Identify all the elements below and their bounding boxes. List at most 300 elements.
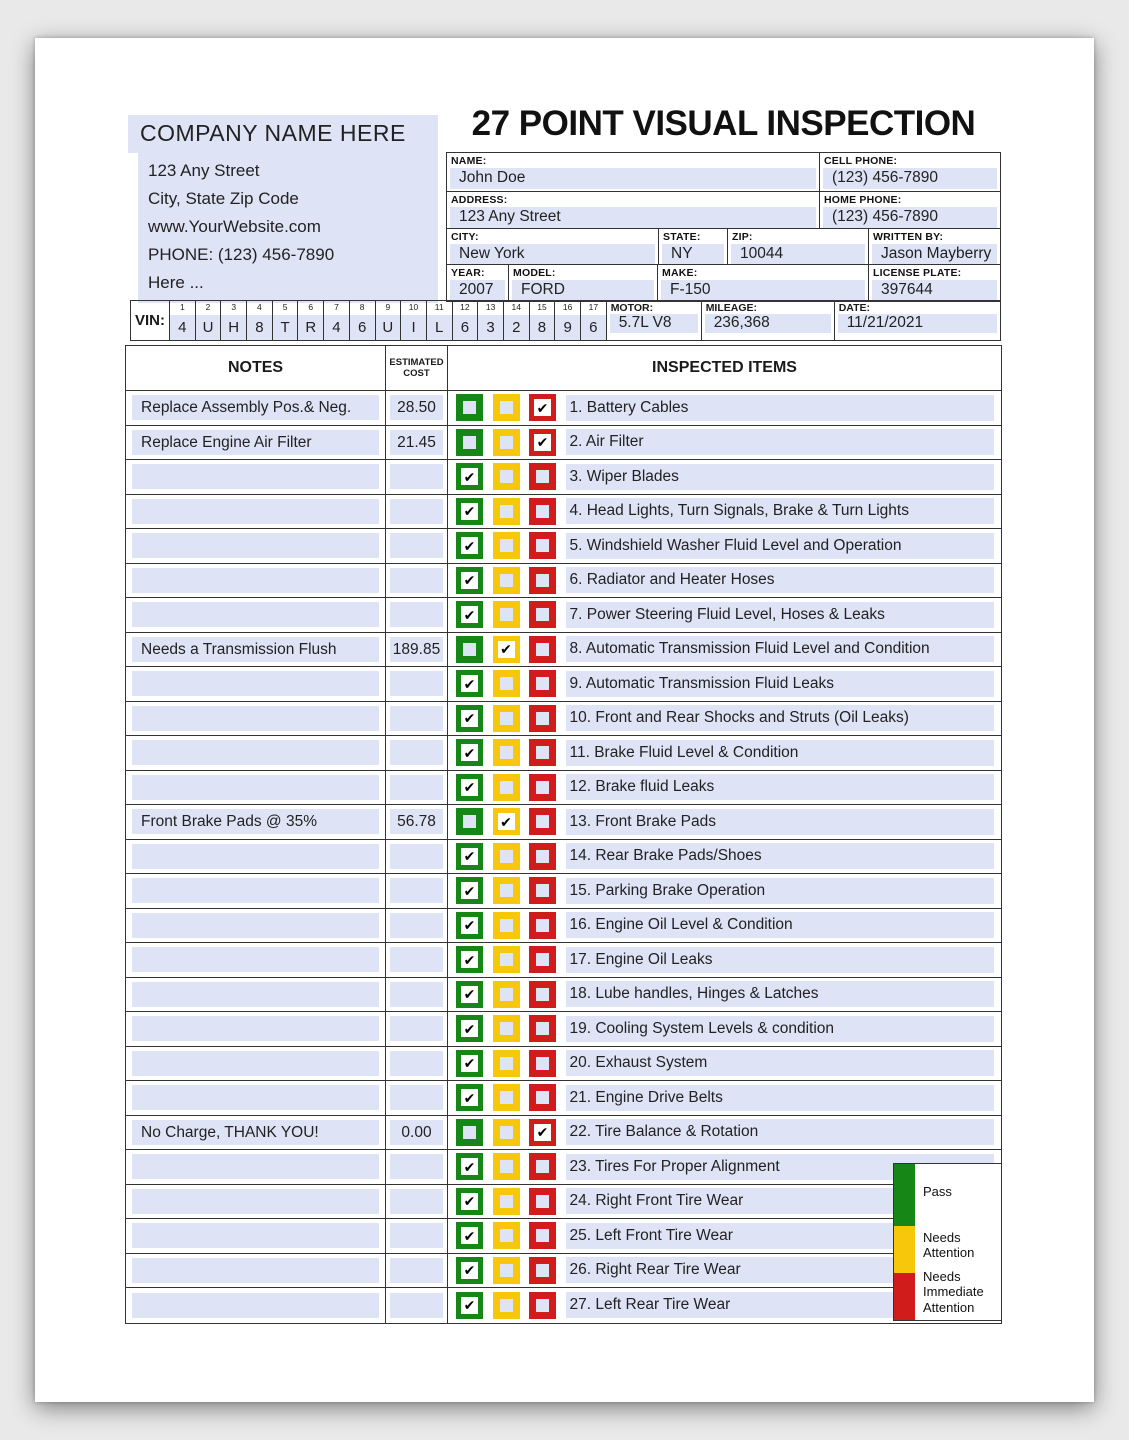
address-field[interactable]: 123 Any Street — [450, 207, 816, 228]
note-field[interactable] — [132, 1085, 379, 1110]
status-checkbox-pass[interactable] — [456, 1050, 483, 1077]
note-field[interactable]: No Charge, THANK YOU! — [132, 1120, 379, 1145]
vin-char: U — [376, 315, 401, 340]
status-checkbox-pass[interactable] — [456, 877, 483, 904]
status-checkbox-immediate[interactable] — [529, 1084, 556, 1111]
note-cell — [126, 1012, 386, 1046]
checkbox-inner — [500, 850, 513, 863]
cost-cell — [386, 736, 448, 770]
cost-cell — [386, 1254, 448, 1288]
checkbox-inner — [500, 1091, 513, 1104]
table-row — [126, 1150, 1001, 1185]
cost-field[interactable] — [390, 464, 443, 489]
vin-position-number: 6 — [308, 302, 314, 312]
status-checkbox-attention[interactable] — [493, 946, 520, 973]
vin-char-box[interactable] — [349, 301, 375, 340]
status-checkbox-attention[interactable] — [493, 739, 520, 766]
status-checkbox-pass[interactable] — [456, 463, 483, 490]
note-field[interactable] — [132, 1016, 379, 1041]
status-checkbox-immediate[interactable] — [529, 774, 556, 801]
vin-char-box[interactable] — [580, 301, 606, 340]
status-checkbox-pass[interactable] — [456, 1119, 483, 1146]
cost-cell — [386, 1150, 448, 1184]
checkbox-inner — [500, 401, 513, 414]
status-checkbox-attention[interactable] — [493, 1292, 520, 1319]
note-field[interactable] — [132, 602, 379, 627]
vin-char: 4 — [170, 315, 195, 340]
vin-position-number: 5 — [282, 302, 288, 312]
checkbox-inner — [461, 503, 478, 520]
table-row — [126, 1185, 1001, 1220]
cell-phone-field[interactable]: (123) 456-7890 — [823, 168, 997, 189]
status-checkbox-immediate[interactable] — [529, 463, 556, 490]
status-checkbox-immediate[interactable] — [529, 1257, 556, 1284]
vin-position-number: 10 — [408, 302, 419, 312]
note-field[interactable] — [132, 671, 379, 696]
vin-char-box[interactable] — [220, 301, 246, 340]
vin-char-box[interactable] — [246, 301, 272, 340]
state-label: STATE: — [663, 231, 701, 243]
status-checkbox-immediate[interactable] — [529, 670, 556, 697]
cost-field[interactable] — [390, 1258, 443, 1283]
status-checkbox-pass[interactable] — [456, 1015, 483, 1042]
note-field[interactable]: Replace Engine Air Filter — [132, 430, 379, 455]
table-row — [126, 909, 1001, 944]
note-cell — [126, 1185, 386, 1219]
item-label: 5. Windshield Washer Fluid Level and Operation — [566, 533, 995, 559]
cost-cell — [386, 1012, 448, 1046]
cost-field[interactable]: 56.78 — [390, 809, 443, 834]
item-label: 7. Power Steering Fluid Level, Hoses & Leaks — [566, 602, 995, 628]
vin-char: L — [427, 315, 452, 340]
status-checkbox-attention[interactable] — [493, 1153, 520, 1180]
note-cell — [126, 460, 386, 494]
year-field[interactable]: 2007 — [450, 280, 505, 301]
checkbox-inner — [500, 1299, 513, 1312]
vin-char: 6 — [453, 315, 478, 340]
status-checkbox-attention[interactable] — [493, 394, 520, 421]
city-cell — [446, 228, 659, 265]
status-checkbox-immediate[interactable] — [529, 877, 556, 904]
status-checkbox-pass[interactable] — [456, 705, 483, 732]
status-checkbox-pass[interactable] — [456, 429, 483, 456]
vin-position-number: 15 — [537, 302, 547, 312]
status-checkbox-pass[interactable] — [456, 1084, 483, 1111]
cost-field[interactable] — [390, 740, 443, 765]
item-cell — [448, 1012, 1001, 1046]
status-checkbox-pass[interactable] — [456, 567, 483, 594]
status-checkbox-pass[interactable] — [456, 532, 483, 559]
checkbox-inner — [461, 1262, 478, 1279]
note-cell — [126, 702, 386, 736]
checkbox-inner — [536, 1091, 549, 1104]
vin-char-box[interactable] — [554, 301, 580, 340]
checkbox-inner — [536, 884, 549, 897]
zip-field[interactable]: 10044 — [731, 244, 865, 265]
cost-field[interactable] — [390, 878, 443, 903]
checkbox-inner — [536, 1057, 549, 1070]
item-label: 11. Brake Fluid Level & Condition — [566, 740, 995, 766]
status-checkbox-attention[interactable] — [493, 1119, 520, 1146]
status-checkbox-pass[interactable] — [456, 1222, 483, 1249]
note-field[interactable] — [132, 499, 379, 524]
written-by-field[interactable]: Jason Mayberry — [872, 244, 997, 265]
note-field[interactable] — [132, 982, 379, 1007]
note-cell — [126, 978, 386, 1012]
status-checkbox-attention[interactable] — [493, 1188, 520, 1215]
checkbox-inner — [461, 572, 478, 589]
note-cell — [126, 667, 386, 701]
vin-char-box[interactable] — [169, 301, 195, 340]
note-cell — [126, 909, 386, 943]
status-checkbox-immediate[interactable] — [529, 1188, 556, 1215]
item-cell — [448, 1047, 1001, 1081]
cost-field[interactable]: 0.00 — [390, 1120, 443, 1145]
table-row — [126, 1116, 1001, 1151]
checkbox-inner — [461, 1158, 478, 1175]
mileage-label: MILEAGE: — [705, 302, 758, 314]
status-checkbox-pass[interactable] — [456, 843, 483, 870]
checkbox-inner — [498, 641, 515, 658]
cost-field[interactable] — [390, 1016, 443, 1041]
vin-char-box[interactable] — [195, 301, 221, 340]
checkbox-inner — [500, 953, 513, 966]
status-checkbox-attention[interactable] — [493, 912, 520, 939]
status-checkbox-attention[interactable] — [493, 567, 520, 594]
status-checkbox-attention[interactable] — [493, 808, 520, 835]
checkbox-inner — [536, 539, 549, 552]
make-cell — [657, 264, 869, 302]
company-city[interactable]: City, State Zip Code — [148, 189, 299, 208]
page-title: 27 POINT VISUAL INSPECTION — [471, 104, 976, 143]
note-field[interactable] — [132, 464, 379, 489]
table-row — [126, 1047, 1001, 1082]
company-phone[interactable]: PHONE: (123) 456-7890 — [148, 245, 335, 264]
item-label: 10. Front and Rear Shocks and Struts (Oil Leaks) — [566, 705, 995, 731]
note-field[interactable] — [132, 947, 379, 972]
note-field[interactable] — [132, 1154, 379, 1179]
status-checkbox-pass[interactable] — [456, 981, 483, 1008]
status-checkbox-pass[interactable] — [456, 394, 483, 421]
cost-cell — [386, 840, 448, 874]
table-row — [126, 978, 1001, 1013]
note-field[interactable] — [132, 1189, 379, 1214]
vin-position-number: 2 — [205, 302, 211, 312]
checkbox-inner — [536, 850, 549, 863]
status-checkbox-pass[interactable] — [456, 1257, 483, 1284]
home-phone-cell — [819, 191, 1001, 229]
cost-field[interactable] — [390, 499, 443, 524]
cost-field[interactable] — [390, 947, 443, 972]
vin-char-box[interactable] — [272, 301, 298, 340]
note-field[interactable] — [132, 706, 379, 731]
status-checkbox-immediate[interactable] — [529, 705, 556, 732]
status-checkbox-attention[interactable] — [493, 1084, 520, 1111]
status-checkbox-attention[interactable] — [493, 601, 520, 628]
vin-char-box[interactable] — [400, 301, 426, 340]
note-field[interactable] — [132, 775, 379, 800]
checkbox-inner — [536, 746, 549, 759]
status-checkbox-immediate[interactable] — [529, 601, 556, 628]
status-checkbox-immediate[interactable] — [529, 1292, 556, 1319]
item-label: 17. Engine Oil Leaks — [566, 947, 995, 973]
checkbox-inner — [463, 815, 476, 828]
status-checkbox-attention[interactable] — [493, 1050, 520, 1077]
checkbox-inner — [536, 919, 549, 932]
status-checkbox-immediate[interactable] — [529, 946, 556, 973]
make-field[interactable]: F-150 — [661, 280, 865, 301]
company-website[interactable]: www.YourWebsite.com — [148, 217, 321, 236]
vin-char-box[interactable] — [323, 301, 349, 340]
note-field[interactable] — [132, 844, 379, 869]
status-checkbox-attention[interactable] — [493, 636, 520, 663]
item-cell — [448, 874, 1001, 908]
cost-field[interactable] — [390, 1223, 443, 1248]
motor-field[interactable]: 5.7L V8 — [610, 314, 698, 333]
cost-cell — [386, 564, 448, 598]
item-cell — [448, 771, 1001, 805]
checkbox-inner — [534, 434, 551, 451]
company-extra[interactable]: Here ... — [148, 273, 204, 292]
checkbox-inner — [461, 1089, 478, 1106]
status-checkbox-attention[interactable] — [493, 981, 520, 1008]
note-field[interactable] — [132, 568, 379, 593]
cost-field[interactable] — [390, 533, 443, 558]
inspection-rows — [126, 391, 1001, 1323]
note-field[interactable] — [132, 1051, 379, 1076]
vin-char: U — [196, 315, 221, 340]
checkbox-inner — [500, 677, 513, 690]
cost-field[interactable] — [390, 1051, 443, 1076]
item-cell — [448, 702, 1001, 736]
status-checkbox-immediate[interactable] — [529, 1119, 556, 1146]
checkbox-inner — [461, 951, 478, 968]
cost-field[interactable]: 21.45 — [390, 430, 443, 455]
status-checkbox-attention[interactable] — [493, 1015, 520, 1042]
year-cell — [446, 264, 509, 302]
item-label: 1. Battery Cables — [566, 395, 995, 421]
status-checkbox-pass[interactable] — [456, 808, 483, 835]
vin-char-box[interactable] — [529, 301, 555, 340]
status-checkbox-immediate[interactable] — [529, 808, 556, 835]
checkbox-inner — [461, 710, 478, 727]
vin-position-number: 13 — [485, 302, 496, 312]
item-label: 2. Air Filter — [566, 429, 995, 455]
vin-char: 6 — [350, 315, 375, 340]
note-field[interactable] — [132, 1258, 379, 1283]
item-cell — [448, 943, 1001, 977]
status-checkbox-immediate[interactable] — [529, 1222, 556, 1249]
note-cell — [126, 771, 386, 805]
status-checkbox-pass[interactable] — [456, 636, 483, 663]
status-checkbox-attention[interactable] — [493, 1222, 520, 1249]
cost-field[interactable] — [390, 775, 443, 800]
status-checkbox-attention[interactable] — [493, 670, 520, 697]
table-row — [126, 702, 1001, 737]
cost-field[interactable]: 189.85 — [390, 637, 443, 662]
vin-char-box[interactable] — [452, 301, 478, 340]
vin-char-box[interactable] — [426, 301, 452, 340]
cost-field[interactable] — [390, 982, 443, 1007]
vin-char-box[interactable] — [297, 301, 323, 340]
item-cell — [448, 529, 1001, 563]
status-checkbox-pass[interactable] — [456, 1153, 483, 1180]
status-checkbox-immediate[interactable] — [529, 1050, 556, 1077]
cost-field[interactable] — [390, 568, 443, 593]
status-checkbox-immediate[interactable] — [529, 1153, 556, 1180]
table-row — [126, 1288, 1001, 1323]
note-field[interactable] — [132, 1223, 379, 1248]
vin-char-box[interactable] — [375, 301, 401, 340]
checkbox-inner — [536, 953, 549, 966]
status-checkbox-immediate[interactable] — [529, 429, 556, 456]
company-street[interactable]: 123 Any Street — [148, 161, 260, 180]
checkbox-inner — [536, 1229, 549, 1242]
note-field[interactable] — [132, 533, 379, 558]
status-checkbox-attention[interactable] — [493, 705, 520, 732]
item-cell — [448, 909, 1001, 943]
status-checkbox-immediate[interactable] — [529, 636, 556, 663]
mileage-field[interactable]: 236,368 — [705, 314, 831, 333]
table-row — [126, 736, 1001, 771]
status-checkbox-pass[interactable] — [456, 739, 483, 766]
status-checkbox-pass[interactable] — [456, 1188, 483, 1215]
status-checkbox-immediate[interactable] — [529, 981, 556, 1008]
note-field[interactable] — [132, 740, 379, 765]
status-checkbox-immediate[interactable] — [529, 394, 556, 421]
status-checkbox-attention[interactable] — [493, 532, 520, 559]
name-field[interactable]: John Doe — [450, 168, 816, 189]
cost-field[interactable]: 28.50 — [390, 395, 443, 420]
note-cell — [126, 529, 386, 563]
status-checkbox-attention[interactable] — [493, 1257, 520, 1284]
status-checkbox-attention[interactable] — [493, 498, 520, 525]
checkbox-inner — [536, 815, 549, 828]
checkbox-inner — [461, 882, 478, 899]
company-name[interactable]: COMPANY NAME HERE — [128, 115, 438, 153]
vin-char: 3 — [478, 315, 503, 340]
status-checkbox-attention[interactable] — [493, 429, 520, 456]
status-checkbox-immediate[interactable] — [529, 532, 556, 559]
status-checkbox-immediate[interactable] — [529, 843, 556, 870]
legend-pass-label: Pass — [923, 1184, 952, 1199]
status-checkbox-immediate[interactable] — [529, 912, 556, 939]
vin-label: VIN: — [135, 312, 165, 329]
note-field[interactable] — [132, 913, 379, 938]
checkbox-inner — [500, 988, 513, 1001]
status-checkbox-immediate[interactable] — [529, 567, 556, 594]
cost-cell — [386, 1081, 448, 1115]
checkbox-inner — [500, 746, 513, 759]
date-field[interactable]: 11/21/2021 — [838, 314, 997, 333]
note-field[interactable] — [132, 878, 379, 903]
status-checkbox-pass[interactable] — [456, 670, 483, 697]
table-row — [126, 1012, 1001, 1047]
vin-char-box[interactable] — [503, 301, 529, 340]
state-field[interactable]: NY — [662, 244, 724, 265]
cost-field[interactable] — [390, 706, 443, 731]
status-checkbox-pass[interactable] — [456, 601, 483, 628]
checkbox-inner — [536, 1195, 549, 1208]
checkbox-inner — [463, 643, 476, 656]
vin-char-box[interactable] — [477, 301, 503, 340]
cost-cell — [386, 529, 448, 563]
status-checkbox-pass[interactable] — [456, 774, 483, 801]
home-phone-field[interactable]: (123) 456-7890 — [823, 207, 997, 228]
checkbox-inner — [500, 1160, 513, 1173]
vin-position-number: 12 — [460, 302, 470, 312]
table-row — [126, 495, 1001, 530]
note-field[interactable]: Needs a Transmission Flush — [132, 637, 379, 662]
item-cell — [448, 1116, 1001, 1150]
status-checkbox-attention[interactable] — [493, 843, 520, 870]
mileage-cell — [701, 301, 834, 340]
written-by-label: WRITTEN BY: — [873, 231, 944, 243]
cost-field[interactable] — [390, 844, 443, 869]
cost-field[interactable] — [390, 913, 443, 938]
cost-cell — [386, 874, 448, 908]
cost-field[interactable] — [390, 1293, 443, 1318]
license-plate-field[interactable]: 397644 — [872, 280, 997, 301]
item-label: 24. Right Front Tire Wear — [566, 1188, 995, 1214]
item-label: 13. Front Brake Pads — [566, 809, 995, 835]
note-cell — [126, 1150, 386, 1184]
item-label: 26. Right Rear Tire Wear — [566, 1257, 995, 1283]
checkbox-inner — [536, 1264, 549, 1277]
city-field[interactable]: New York — [450, 244, 655, 265]
checkbox-inner — [500, 608, 513, 621]
status-checkbox-immediate[interactable] — [529, 739, 556, 766]
vin-char: H — [221, 315, 246, 340]
cost-cell — [386, 702, 448, 736]
item-cell — [448, 495, 1001, 529]
note-field[interactable] — [132, 1293, 379, 1318]
vin-char: I — [401, 315, 426, 340]
status-checkbox-immediate[interactable] — [529, 1015, 556, 1042]
cost-cell — [386, 495, 448, 529]
table-row — [126, 667, 1001, 702]
note-field[interactable]: Replace Assembly Pos.& Neg. — [132, 395, 379, 420]
item-label: 8. Automatic Transmission Fluid Level and Condition — [566, 636, 995, 662]
checkbox-inner — [498, 813, 515, 830]
item-label: 16. Engine Oil Level & Condition — [566, 912, 995, 938]
status-checkbox-attention[interactable] — [493, 463, 520, 490]
table-row — [126, 840, 1001, 875]
status-checkbox-immediate[interactable] — [529, 498, 556, 525]
cost-field[interactable] — [390, 671, 443, 696]
vin-position-number: 9 — [385, 302, 391, 312]
status-checkbox-attention[interactable] — [493, 774, 520, 801]
status-checkbox-pass[interactable] — [456, 912, 483, 939]
item-cell — [448, 840, 1001, 874]
cost-field[interactable] — [390, 602, 443, 627]
model-field[interactable]: FORD — [512, 280, 654, 301]
checkbox-inner — [461, 917, 478, 934]
item-cell — [448, 391, 1001, 425]
status-checkbox-pass[interactable] — [456, 498, 483, 525]
cost-field[interactable] — [390, 1154, 443, 1179]
status-checkbox-pass[interactable] — [456, 1292, 483, 1319]
status-checkbox-attention[interactable] — [493, 877, 520, 904]
table-row — [126, 771, 1001, 806]
cost-field[interactable] — [390, 1189, 443, 1214]
cost-cell — [386, 943, 448, 977]
cost-field[interactable] — [390, 1085, 443, 1110]
status-checkbox-pass[interactable] — [456, 946, 483, 973]
item-cell — [448, 426, 1001, 460]
note-field[interactable]: Front Brake Pads @ 35% — [132, 809, 379, 834]
zip-cell — [727, 228, 869, 265]
